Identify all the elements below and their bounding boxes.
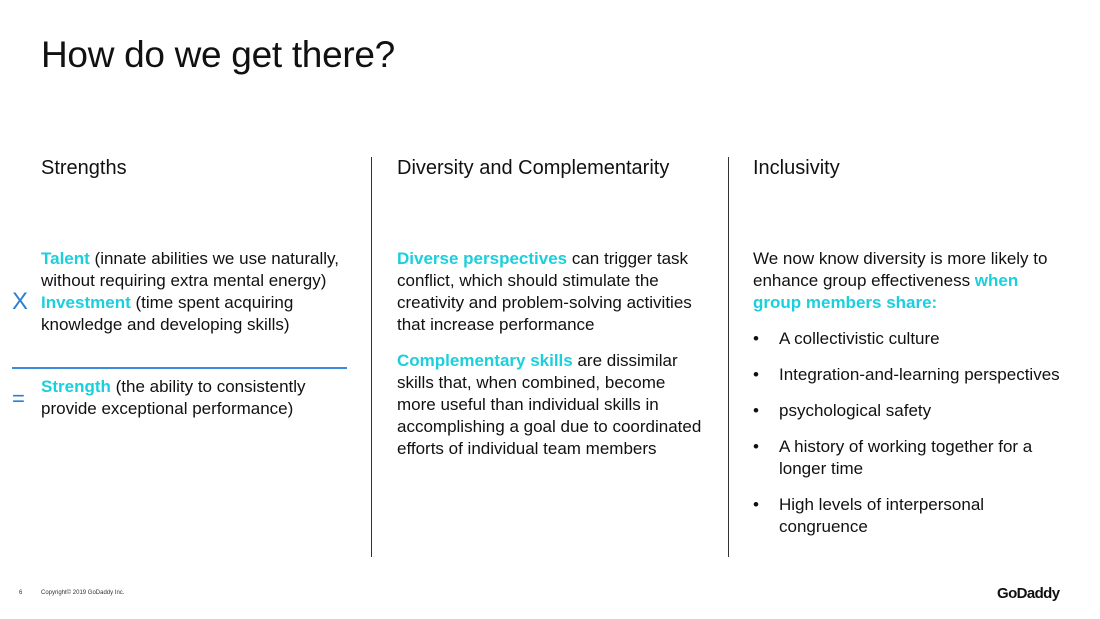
talent-desc: (innate abilities we use naturally, without requiring extra mental energy) <box>41 249 339 290</box>
list-item <box>753 494 1063 538</box>
copyright-text: Copyright© 2019 GoDaddy Inc. <box>41 590 125 596</box>
inclusivity-bullet-list <box>753 328 1063 538</box>
column-divider-1 <box>371 157 372 557</box>
strengths-heading: Strengths <box>41 157 127 179</box>
complementary-skills-term: Complementary skills <box>397 351 573 370</box>
diverse-perspectives-term: Diverse perspectives <box>397 249 568 268</box>
talent-term: Talent <box>41 249 90 268</box>
diversity-block <box>397 248 707 460</box>
bullet-icon: • <box>753 365 759 384</box>
investment-desc: (time spent acquiring knowledge and developing skills) <box>41 293 294 334</box>
strength-term: Strength <box>41 377 111 396</box>
bullet-icon: • <box>753 495 759 514</box>
bullet-text: psychological safety <box>779 401 932 420</box>
inclusivity-intro-highlight: when group members share: <box>753 271 1019 312</box>
bullet-text: A collectivistic culture <box>779 329 940 348</box>
page-title: How do we get there? <box>41 34 395 75</box>
list-item <box>753 328 1063 350</box>
bullet-text: Integration-and-learning perspectives <box>779 365 1060 384</box>
inclusivity-heading: Inclusivity <box>753 157 840 179</box>
diverse-perspectives-desc: can trigger task conflict, which should stimulate the creativity and problem-solving activities that increase performance <box>397 249 692 334</box>
equation-divider <box>12 367 347 369</box>
inclusivity-block <box>753 248 1063 552</box>
complementary-skills-desc: are dissimilar skills that, when combined, become more useful than individual skills in accomplishing a goal due to coordinated efforts of individual team members <box>397 351 702 458</box>
godaddy-logo: GoDaddy <box>997 585 1060 602</box>
list-item <box>753 436 1063 480</box>
page-number: 6 <box>19 590 23 596</box>
strength-desc: (the ability to consistently provide exceptional performance) <box>41 377 306 418</box>
talent-block <box>41 248 341 336</box>
bullet-icon: • <box>753 329 759 348</box>
times-operator: X <box>12 288 29 315</box>
list-item <box>753 364 1063 386</box>
bullet-text: High levels of interpersonal congruence <box>779 495 985 536</box>
diversity-heading: Diversity and Complementarity <box>397 157 670 179</box>
column-divider-2 <box>728 157 729 557</box>
bullet-icon: • <box>753 437 759 456</box>
inclusivity-intro: We now know diversity is more likely to enhance group effectiveness <box>753 249 1048 290</box>
equals-operator: = <box>12 386 25 411</box>
bullet-icon: • <box>753 401 759 420</box>
strength-block <box>41 376 341 420</box>
investment-term: Investment <box>41 293 131 312</box>
bullet-text: A history of working together for a longer time <box>779 437 1033 478</box>
list-item <box>753 400 1063 422</box>
